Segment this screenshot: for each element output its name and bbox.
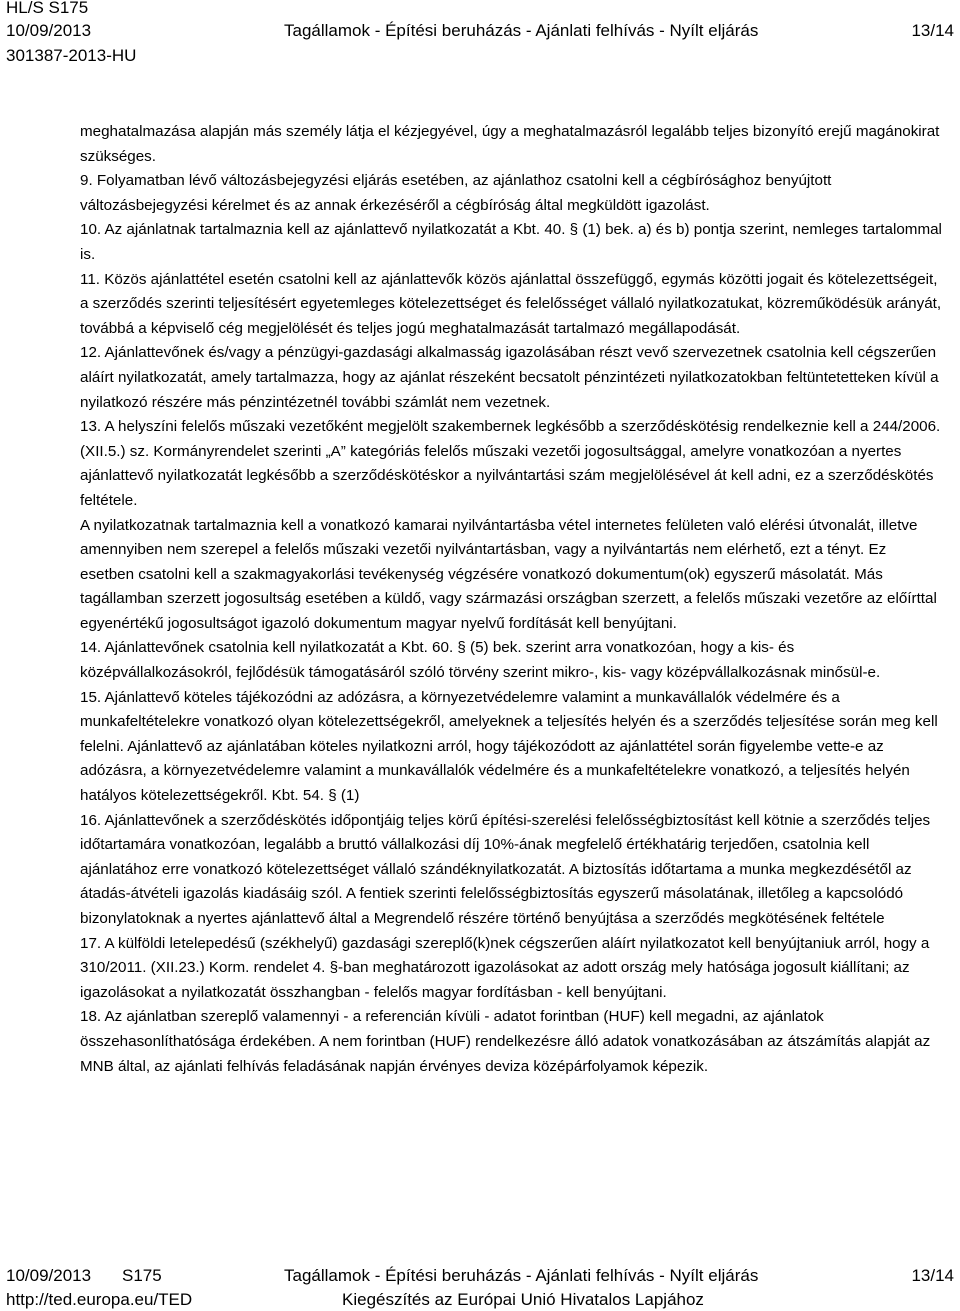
- paragraph: 14. Ajánlattevőnek csatolnia kell nyilatkozatát a Kbt. 60. § (5) bek. szerint arra vonatkozóan, hogy a kis- és középvállalkozásokról, fejlődésük támogatásáról szóló törvény szerint mikro-, kis- vagy középvállalkozásnak minősül-e.: [80, 639, 881, 682]
- paragraph: 9. Folyamatban lévő változásbejegyzési eljárás esetében, az ajánlathoz csatolni kell a cégbírósághoz benyújtott változásbejegyzési kérelmet és az annak érkezéséről a cégbíróság által megküldött igazolást.: [80, 172, 832, 214]
- paragraph: 17. A külföldi letelepedésű (székhelyű) gazdasági szereplő(k)nek cégszerűen aláírt nyilatkozatot kell benyújtaniuk arról, hogy a 310/2011. (XII.23.) Korm. rendelet 4. §-ban meghatározott igazolásokat az adott ország mely hatósága jogosult kiállítani; az igazolásokat a nyilatkozatát összhangban - felelős magyar fordításban - kell benyújtani.: [80, 934, 930, 1001]
- header-reference: 301387-2013-HU: [6, 46, 137, 65]
- paragraph: A nyilatkozatnak tartalmaznia kell a vonatkozó kamarai nyilvántartásba vétel internetes felületen való elérési útvonalát, illetve amennyiben nem szerepel a felelős műszaki vezetői nyilvántartásban, vagy a nyilvántartás nem elérhető, ezt a tényt. Ez esetben csatolni kell a szakmagyakorlási tevékenység végzésére vonatkozó dokumentum(ok) egyszerű másolatát. Más tagállamban szerzett jogosultság esetében a küldő, vagy származási országban szerzett, a felelős műszaki vezetőre az előírttal egyenértékű jogosultságot igazoló dokumentum magyar nyelvű fordítását kell benyújtani.: [80, 516, 937, 632]
- footer-publication: Kiegészítés az Európai Unió Hivatalos Lapjához: [342, 1290, 704, 1309]
- footer-series: S175: [122, 1266, 162, 1285]
- document-id: HL/S S175: [6, 0, 89, 17]
- paragraph: meghatalmazása alapján más személy látja el kézjegyével, úgy a meghatalmazásról legalább teljes bizonyító erejű magánokirat szükséges.: [80, 123, 940, 165]
- document-body: [80, 120, 942, 1079]
- footer-date: 10/09/2013: [6, 1266, 92, 1285]
- header-date: 10/09/2013: [6, 21, 92, 40]
- paragraph: 10. Az ajánlatnak tartalmaznia kell az ajánlattevő nyilatkozatát a Kbt. 40. § (1) bek. a) és b) pontja szerint, nemleges tartalommal is.: [80, 221, 942, 263]
- header-title: Tagállamok - Építési beruházás - Ajánlati felhívás - Nyílt eljárás: [284, 21, 759, 40]
- header-page-number: 13/14: [911, 21, 954, 40]
- footer-title: Tagállamok - Építési beruházás - Ajánlati felhívás - Nyílt eljárás: [284, 1266, 759, 1285]
- paragraph: 16. Ajánlattevőnek a szerződéskötés időpontjáig teljes körű építési-szerelési felelősségbiztosítást kell kötnie a szerződés teljes időtartamára vonatkozóan, legalább a bruttó vállalkozási díj 10%-ának megfelelő értékhatárig terjedően, csatolnia kell ajánlatához erre vonatkozó kötelezettséget vállaló szándéknyilatkozatát. A biztosítás időtartama a munka megkezdésétől az átadás-átvételi igazolás kiadásáig szól. A fentiek szerinti felelősségbiztosítás egyszerű másolatának, illetőleg a kapcsolódó bizonylatoknak a nyertes ajánlattevő által a Megrendelő részére történő benyújtása a szerződés megkötésének feltétele: [80, 811, 931, 927]
- paragraph: 15. Ajánlattevő köteles tájékozódni az adózásra, a környezetvédelemre valamint a munkavállalók védelmére és a munkafeltételekre vonatkozó olyan kötelezettségekről, amelyeknek a teljesítés helyén és a szerződés teljesítése során meg kell felelni. Ajánlattevő az ajánlatában köteles nyilatkozni arról, hogy tájékozódott az ajánlattétel során figyelembe vette-e az adózásra, a környezetvédelemre valamint a munkavállalók védelmére és a munkafeltételekre vonatkozó, a teljesítés helyén hatályos kötelezettségekről. Kbt. 54. § (1): [80, 688, 938, 805]
- paragraph: 12. Ajánlattevőnek és/vagy a pénzügyi-gazdasági alkalmasság igazolásában részt vevő szervezetnek csatolnia kell cégszerűen aláírt nyilatkozatát, amely tartalmazza, hogy az ajánlat részeként becsatolt pénzintézeti nyilatkozatokban feltüntetetteken kívül a nyilatkozó részére más pénzintézetnél további számlát nem vezetnek.: [80, 344, 939, 411]
- paragraph: 11. Közös ajánlattétel esetén csatolni kell az ajánlattevők közös ajánlattal összefüggő, egymás közötti jogait és kötelezettségeit, a szerződés szerinti teljesítésért egyetemleges kötelezettséget és felelősséget vállaló nyilatkozatukat, közreműködésük arányát, továbbá a képviselő cég megjelölését és teljes jogú meghatalmazását tartalmazó megállapodását.: [80, 270, 942, 337]
- footer-url-link[interactable]: http://ted.europa.eu/TED: [6, 1290, 193, 1309]
- footer-page-number: 13/14: [911, 1266, 954, 1285]
- paragraph: 13. A helyszíni felelős műszaki vezetőként megjelölt szakembernek legkésőbb a szerződéskötésig rendelkeznie kell a 244/2006. (XII.5.) sz. Kormányrendelet szerinti „A” kategóriás felelős műszaki vezetői jogosultsággal, amelyre vonatkozóan a nyertes ajánlattevő nyilatkozatát legkésőbb a szerződéskötéskor a nyilvántartási szám megjelölésével át kell adni, ez a szerződéskötés feltétele.: [80, 418, 941, 509]
- paragraph: 18. Az ajánlatban szereplő valamennyi - a referencián kívüli - adatot forintban (HUF) kell megadni, az ajánlatok összehasonlíthatósága érdekében. A nem forintban (HUF) rendelkezésre álló adatok vonatkozásában az átszámítás alapját az MNB által, az ajánlati felhívás feladásának napján érvényes deviza középárfolyamok képezik.: [80, 1008, 931, 1075]
